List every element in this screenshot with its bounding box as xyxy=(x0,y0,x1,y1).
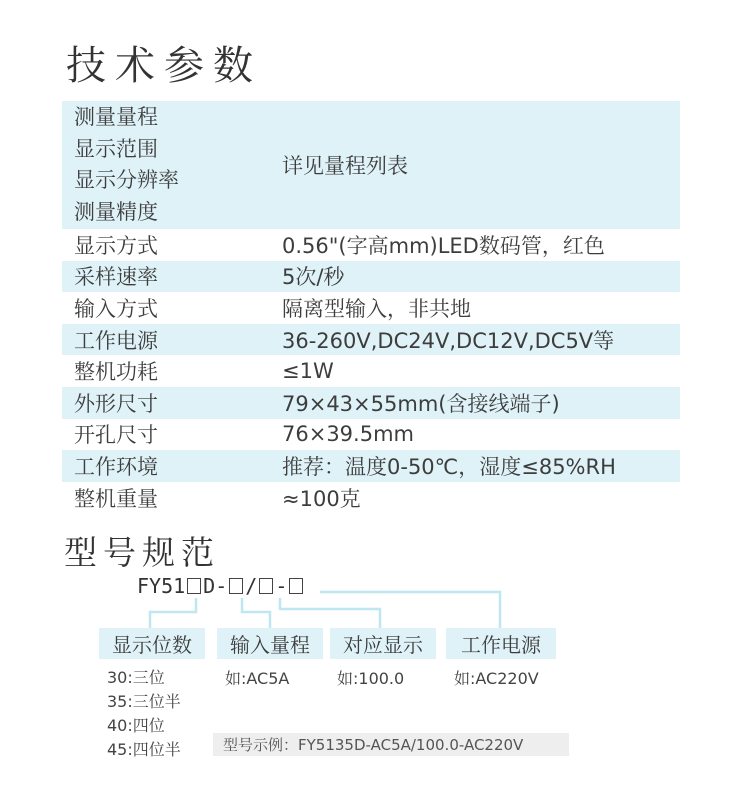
placeholder-box xyxy=(229,578,243,594)
placeholder-box xyxy=(289,578,303,594)
spec-value: ≈100克 xyxy=(282,486,361,511)
spec-value: ≤1W xyxy=(282,359,334,384)
category-display-digits: 显示位数 xyxy=(99,628,205,659)
connector-display-value xyxy=(280,598,380,628)
model-d: D- xyxy=(203,574,228,598)
digit-option: 45:四位半 xyxy=(107,740,181,759)
digit-option: 40:四位 xyxy=(107,716,165,735)
spec-label: 显示范围 xyxy=(74,136,158,161)
spec-label: 开孔尺寸 xyxy=(74,423,158,448)
spec-label: 测量精度 xyxy=(74,199,158,224)
spec-label: 外形尺寸 xyxy=(74,391,158,416)
example-input-range: 如:AC5A xyxy=(225,669,290,688)
example-display-value: 如:100.0 xyxy=(337,669,405,688)
spec-label: 采样速率 xyxy=(74,265,158,290)
page-title: 技术参数 xyxy=(66,43,262,89)
connector-display-digits xyxy=(150,598,196,628)
spec-value: 隔离型输入，非共地 xyxy=(282,296,471,321)
spec-label: 显示分辨率 xyxy=(74,168,179,192)
placeholder-box xyxy=(187,578,201,594)
spec-label: 工作环境 xyxy=(74,454,158,479)
model-prefix: FY51 xyxy=(137,574,186,598)
spec-value: 0.56"(字高mm)LED数码管，红色 xyxy=(282,233,605,258)
spec-value: 详见量程列表 xyxy=(282,154,408,178)
model-spec-heading: 型号规范 xyxy=(64,533,220,572)
model-slash: / xyxy=(245,574,258,598)
spec-label: 测量量程 xyxy=(74,105,158,129)
model-dash: - xyxy=(275,574,288,598)
spec-value: 76×39.5mm xyxy=(282,422,414,447)
category-power: 工作电源 xyxy=(446,628,556,659)
digit-option: 30:三位 xyxy=(107,668,165,687)
model-example: 型号示例：FY5135D-AC5A/100.0-AC220V xyxy=(213,733,569,756)
digit-option: 35:三位半 xyxy=(107,692,181,711)
spec-label: 输入方式 xyxy=(74,296,158,321)
spec-label: 工作电源 xyxy=(74,328,158,353)
spec-value: 79×43×55mm(含接线端子) xyxy=(282,391,560,416)
spec-label: 显示方式 xyxy=(74,233,158,258)
spec-label: 整机功耗 xyxy=(74,360,158,385)
connector-input-range xyxy=(242,598,270,628)
category-display-value: 对应显示 xyxy=(330,628,436,659)
spec-value: 5次/秒 xyxy=(282,265,345,290)
spec-label: 整机重量 xyxy=(74,486,158,511)
model-code xyxy=(137,574,305,598)
spec-value: 推荐：温度0-50℃，湿度≤85%RH xyxy=(282,454,616,479)
category-input-range: 输入量程 xyxy=(217,628,323,659)
example-power: 如:AC220V xyxy=(454,669,539,688)
spec-value: 36-260V,DC24V,DC12V,DC5V等 xyxy=(282,328,615,353)
placeholder-box xyxy=(259,578,273,594)
